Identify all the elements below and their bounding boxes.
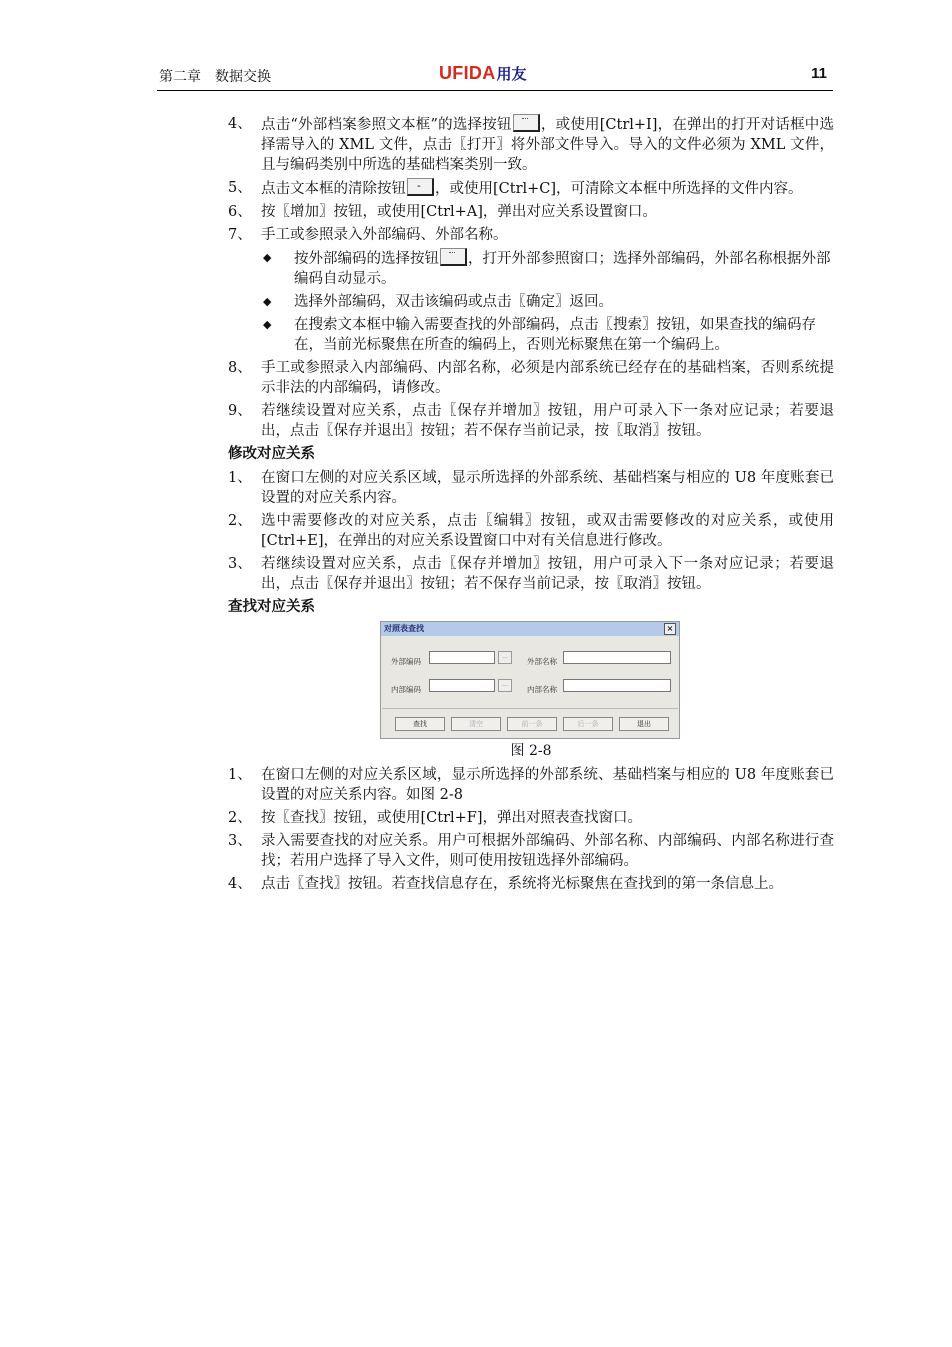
list-item: 1、 在窗口左侧的对应关系区域，显示所选择的外部系统、基础档案与相应的 U8 年度账套已设置的对应关系内容。 xyxy=(228,470,834,506)
list-item: 4、 点击〖查找〗按钮。若查找信息存在，系统将光标聚焦在查找到的第一条信息上。 xyxy=(228,876,783,892)
figure-caption: 图 2-8 xyxy=(510,743,552,759)
diamond-bullet-icon: ◆ xyxy=(263,295,272,308)
ext-code-browse-button[interactable]: ... xyxy=(498,651,512,664)
section-heading: 修改对应关系 xyxy=(228,446,315,462)
page-content xyxy=(228,114,834,897)
list-item: 3、 若继续设置对应关系，点击〖保存并增加〗按钮，用户可录入下一条对应记录；若要退出，点击〖保存并退出〗按钮；若不保存当前记录，按〖取消〗按钮。 xyxy=(228,556,834,592)
int-code-label: 内部编码 xyxy=(391,685,421,694)
find-button[interactable]: 查找 xyxy=(395,717,445,731)
dialog-title: 对照表查找 xyxy=(384,624,424,633)
int-name-label: 内部名称 xyxy=(527,685,557,694)
list-item: 2、 选中需要修改的对应关系，点击〖编辑〗按钮，或双击需要修改的对应关系，或使用[Ctrl+E]，在弹出的对应关系设置窗口中对有关信息进行修改。 xyxy=(228,513,834,549)
dialog-divider xyxy=(382,708,678,709)
int-code-input[interactable] xyxy=(429,679,495,692)
ufida-logo xyxy=(439,63,527,84)
list-item: 8、 手工或参照录入内部编码、内部名称，必须是内部系统已经存在的基础档案，否则系统提示非法的内部编码，请修改。 xyxy=(228,360,834,396)
int-code-browse-button[interactable]: ... xyxy=(498,679,512,692)
logo-en: UFIDA xyxy=(439,63,496,83)
int-name-input[interactable] xyxy=(563,679,671,692)
page-number: 11 xyxy=(811,65,827,82)
list-item: 7、 手工或参照录入外部编码、外部名称。 xyxy=(228,227,508,243)
list-item: 2、 按〖查找〗按钮，或使用[Ctrl+F]，弹出对照表查找窗口。 xyxy=(228,810,643,826)
ext-code-input[interactable] xyxy=(429,651,495,664)
close-icon[interactable]: × xyxy=(664,623,676,635)
clear-button-icon xyxy=(407,178,434,196)
next-button[interactable]: 后一条 xyxy=(563,717,613,731)
section-heading: 查找对应关系 xyxy=(228,599,315,615)
clear-button[interactable]: 清空 xyxy=(451,717,501,731)
chapter-label: 第二章 xyxy=(159,69,201,85)
prev-button[interactable]: 前一条 xyxy=(507,717,557,731)
logo-cn: 用友 xyxy=(496,66,527,83)
page-header xyxy=(157,64,833,91)
list-item: 1、 在窗口左侧的对应关系区域，显示所选择的外部系统、基础档案与相应的 U8 年度账套已设置的对应关系内容。如图 2-8 xyxy=(228,767,834,803)
dialog-titlebar xyxy=(381,622,679,636)
bullet-item: ◆ 选择外部编码，双击该编码或点击〖确定〗返回。 xyxy=(263,294,613,310)
list-item: 3、 录入需要查找的对应关系。用户可根据外部编码、外部名称、内部编码、内部名称进行查找；若用户选择了导入文件，则可使用按钮选择外部编码。 xyxy=(228,833,834,869)
list-item: 9、 若继续设置对应关系，点击〖保存并增加〗按钮，用户可录入下一条对应记录；若要退出，点击〖保存并退出〗按钮；若不保存当前记录，按〖取消〗按钮。 xyxy=(228,403,834,439)
ext-name-label: 外部名称 xyxy=(527,657,557,666)
bullet-item: ◆ 按外部编码的选择按钮 ，打开外部参照窗口；选择外部编码，外部名称根据外部编码自动显示。 xyxy=(228,248,834,289)
list-item: 4、 点击“外部档案参照文本框”的选择按钮 ，或使用[Ctrl+I]，在弹出的打开对话框中选择需导入的 XML 文件，点击〖打开〗将外部文件导入。导入的文件必须为 XML 文件，且与编码类别中所选的基础档案类别一致。 xyxy=(228,116,835,173)
find-dialog-figure xyxy=(380,621,680,739)
exit-button[interactable]: 退出 xyxy=(619,717,669,731)
bullet-item: ◆ 在搜索文本框中输入需要查找的外部编码，点击〖搜索〗按钮，如果查找的编码存在，当前光标聚焦在所查的编码上，否则光标聚焦在第一个编码上。 xyxy=(263,317,816,353)
browse-button-icon xyxy=(513,114,540,132)
ext-name-input[interactable] xyxy=(563,651,671,664)
ext-code-label: 外部编码 xyxy=(391,657,421,666)
list-item: 6、 按〖增加〗按钮，或使用[Ctrl+A]，弹出对应关系设置窗口。 xyxy=(228,204,657,220)
section-label: 数据交换 xyxy=(215,69,271,85)
diamond-bullet-icon: ◆ xyxy=(263,318,272,331)
header-chapter xyxy=(159,66,271,86)
browse-button-icon xyxy=(440,248,467,266)
list-item: 5、 点击文本框的清除按钮- ，或使用[Ctrl+C]，可清除文本框中所选择的文件内容。 xyxy=(228,178,834,199)
diamond-bullet-icon: ◆ xyxy=(263,251,272,264)
